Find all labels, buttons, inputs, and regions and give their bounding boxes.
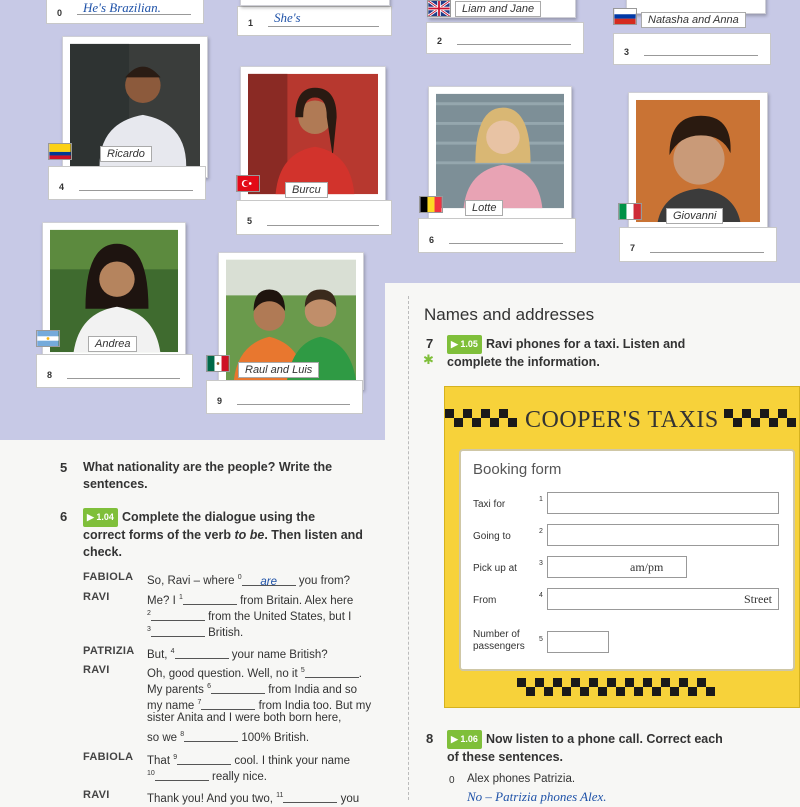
checker-square bbox=[616, 678, 625, 687]
checker-square bbox=[526, 687, 535, 696]
dialogue-line: so we $^8$ 100% British. bbox=[147, 731, 310, 744]
checker-square bbox=[454, 418, 463, 427]
checker-square bbox=[688, 678, 697, 687]
checker-square bbox=[508, 418, 517, 427]
checker-square bbox=[481, 418, 490, 427]
checker-square bbox=[562, 678, 571, 687]
checker-square bbox=[526, 678, 535, 687]
checker-square bbox=[697, 678, 706, 687]
checker-square bbox=[751, 409, 760, 418]
answer-slip-8[interactable] bbox=[36, 354, 193, 388]
checker-square bbox=[751, 418, 760, 427]
item-number: 5 bbox=[247, 216, 253, 226]
checker-square bbox=[463, 409, 472, 418]
photo bbox=[436, 93, 564, 209]
item-number: 3 bbox=[624, 47, 630, 57]
checker-square bbox=[733, 418, 742, 427]
field-label: From bbox=[473, 595, 497, 606]
exercise-7-instruction: ▶ 1.05 Ravi phones for a taxi. Listen and complete the information. bbox=[447, 337, 686, 369]
checker-square bbox=[463, 418, 472, 427]
dialogue-line: my name $^7$ from India too. But my bbox=[147, 699, 372, 712]
checker-square bbox=[535, 687, 544, 696]
checker-square bbox=[652, 687, 661, 696]
example-answer: No – Patrizia phones Alex. bbox=[467, 789, 607, 804]
field-label: Pick up at bbox=[473, 563, 517, 574]
field-number: 2 bbox=[539, 528, 543, 535]
checker-square bbox=[589, 678, 598, 687]
checker-square bbox=[607, 687, 616, 696]
checker-square bbox=[742, 409, 751, 418]
checker-square bbox=[598, 678, 607, 687]
field-label: Going to bbox=[473, 531, 511, 542]
checker-square bbox=[562, 687, 571, 696]
checker-square bbox=[499, 418, 508, 427]
taxi-company-title: COOPER'S TAXIS bbox=[525, 407, 719, 433]
column-divider bbox=[408, 296, 409, 800]
sentence-item: Alex phones Patrizia. bbox=[467, 773, 576, 785]
checker-square bbox=[679, 678, 688, 687]
checker-square bbox=[553, 687, 562, 696]
person-name-label: Ricardo bbox=[100, 146, 152, 162]
person-name-label: Andrea bbox=[88, 336, 137, 352]
photo bbox=[636, 99, 760, 223]
person-name-label: Raul and Luis bbox=[238, 362, 319, 378]
speaker-name: RAVI bbox=[83, 789, 110, 801]
dialogue-line: sister Anita and I were both born here, bbox=[147, 712, 342, 724]
checker-square bbox=[571, 687, 580, 696]
audio-track-badge[interactable]: ▶ 1.06 bbox=[447, 730, 482, 749]
checker-square bbox=[778, 418, 787, 427]
checker-square bbox=[670, 678, 679, 687]
answer-slip-4[interactable] bbox=[48, 166, 206, 200]
checker-square bbox=[688, 687, 697, 696]
dialogue-line: So, Ravi – where $^0$ are you from? bbox=[147, 574, 351, 588]
answer-slip-7[interactable] bbox=[619, 227, 777, 262]
answer-slip-2[interactable] bbox=[426, 22, 584, 54]
italy-flag-icon bbox=[618, 203, 642, 220]
item-number: 2 bbox=[437, 36, 443, 46]
person-name-label: Lotte bbox=[465, 200, 503, 216]
checker-square bbox=[580, 687, 589, 696]
photo bbox=[50, 229, 178, 353]
field-number: 4 bbox=[539, 592, 543, 599]
checker-square bbox=[499, 409, 508, 418]
checker-square bbox=[553, 678, 562, 687]
checker-square bbox=[634, 678, 643, 687]
checker-pattern bbox=[724, 409, 796, 427]
photo-card-1-top bbox=[240, 0, 390, 6]
checker-square bbox=[742, 418, 751, 427]
checker-square bbox=[490, 418, 499, 427]
checker-square bbox=[625, 687, 634, 696]
checker-square bbox=[481, 409, 490, 418]
exercise-6-instruction: ▶ 1.04 Complete the dialogue using the correct forms of the verb to be. Then listen and check. bbox=[83, 510, 363, 559]
person-name-label: Burcu bbox=[285, 182, 328, 198]
field-number: 1 bbox=[539, 496, 543, 503]
dialogue-line: But, $^4$ your name British? bbox=[147, 648, 328, 661]
checker-square bbox=[643, 687, 652, 696]
checker-square bbox=[697, 687, 706, 696]
checker-square bbox=[445, 409, 454, 418]
checker-square bbox=[535, 678, 544, 687]
checker-square bbox=[760, 418, 769, 427]
checker-pattern bbox=[445, 409, 517, 427]
item-number: 0 bbox=[57, 8, 63, 18]
audio-track-badge[interactable]: ▶ 1.05 bbox=[447, 335, 482, 354]
checker-square bbox=[580, 678, 589, 687]
checker-square bbox=[472, 409, 481, 418]
checker-square bbox=[769, 409, 778, 418]
item-number: 9 bbox=[217, 396, 223, 406]
answer-slip-6[interactable] bbox=[418, 218, 576, 253]
speaker-name: FABIOLA bbox=[83, 751, 134, 763]
checker-square bbox=[787, 418, 796, 427]
dialogue-line: Oh, good question. Well, no it $^5$ . bbox=[147, 667, 362, 680]
checker-square bbox=[508, 409, 517, 418]
answer-slip-1[interactable] bbox=[237, 6, 392, 36]
dialogue-line: $^2$ from the United States, but I bbox=[147, 610, 352, 623]
checker-square bbox=[544, 678, 553, 687]
exercise-number: 7 bbox=[426, 336, 434, 351]
checker-square bbox=[652, 678, 661, 687]
checker-square bbox=[670, 687, 679, 696]
checker-square bbox=[634, 687, 643, 696]
turkey-flag-icon bbox=[236, 175, 260, 192]
photo bbox=[248, 73, 378, 195]
dialogue-line: Thank you! And you two, $^{11}$ you bbox=[147, 792, 360, 805]
checker-square bbox=[445, 418, 454, 427]
going-to-field[interactable] bbox=[547, 524, 779, 546]
answer-slip-9[interactable] bbox=[206, 380, 363, 414]
speaker-name: RAVI bbox=[83, 664, 110, 676]
dialogue-line: $^3$ British. bbox=[147, 626, 244, 639]
dialogue-line: That $^9$ cool. I think your name bbox=[147, 754, 351, 767]
checker-square bbox=[706, 678, 715, 687]
item-number: 7 bbox=[630, 243, 636, 253]
field-label: Taxi for bbox=[473, 499, 506, 510]
speaker-name: PATRIZIA bbox=[83, 645, 135, 657]
dialogue-line: My parents $^6$ from India and so bbox=[147, 683, 358, 696]
item-number: 8 bbox=[47, 370, 53, 380]
passengers-field[interactable] bbox=[547, 631, 609, 653]
checker-square bbox=[616, 687, 625, 696]
checker-square bbox=[598, 687, 607, 696]
item-number: 6 bbox=[429, 235, 435, 245]
checker-square bbox=[643, 678, 652, 687]
checker-square bbox=[778, 409, 787, 418]
answer-text: He's Brazilian. bbox=[83, 0, 161, 15]
item-number: 1 bbox=[248, 18, 254, 28]
taxi-for-field[interactable] bbox=[547, 492, 779, 514]
checker-square bbox=[661, 678, 670, 687]
checker-square bbox=[787, 409, 796, 418]
item-number: 4 bbox=[59, 182, 65, 192]
audio-track-badge[interactable]: ▶ 1.04 bbox=[83, 508, 118, 527]
exercise-number: 6 bbox=[60, 509, 68, 524]
checker-square bbox=[733, 409, 742, 418]
dialogue-line: Me? I $^1$ from Britain. Alex here bbox=[147, 594, 354, 607]
taxi-booking-card bbox=[444, 386, 800, 708]
section-heading: Names and addresses bbox=[424, 305, 595, 324]
pick-up-field[interactable]: am/pm bbox=[547, 556, 687, 578]
person-name-label: Liam and Jane bbox=[455, 1, 541, 17]
checker-square bbox=[544, 687, 553, 696]
checker-pattern bbox=[517, 678, 715, 696]
field-label: Number of passengers bbox=[473, 629, 525, 652]
checker-square bbox=[454, 409, 463, 418]
item-number: 0 bbox=[449, 775, 455, 786]
exercise-5-instruction: What nationality are the people? Write the sentences. bbox=[83, 460, 333, 491]
star-icon: ✱ bbox=[423, 352, 434, 367]
checker-square bbox=[679, 687, 688, 696]
belgium-flag-icon bbox=[419, 196, 443, 213]
exercise-number: 5 bbox=[60, 460, 68, 475]
speaker-name: RAVI bbox=[83, 591, 110, 603]
answer-slip-0[interactable] bbox=[46, 0, 204, 24]
field-number: 3 bbox=[539, 560, 543, 567]
russia-flag-icon bbox=[613, 8, 637, 25]
booking-form bbox=[459, 449, 795, 671]
checker-square bbox=[490, 409, 499, 418]
uk-flag-icon bbox=[427, 0, 451, 17]
dialogue-line: $^{10}$ really nice. bbox=[147, 770, 267, 783]
person-name-label: Natasha and Anna bbox=[641, 12, 746, 28]
checker-square bbox=[517, 678, 526, 687]
checker-square bbox=[769, 418, 778, 427]
argentina-flag-icon bbox=[36, 330, 60, 347]
from-street-field[interactable]: Street bbox=[547, 588, 779, 610]
answer-text: She's bbox=[274, 10, 301, 25]
checker-square bbox=[625, 678, 634, 687]
answer-slip-3[interactable] bbox=[613, 33, 771, 65]
checker-square bbox=[724, 418, 733, 427]
checker-square bbox=[571, 678, 580, 687]
answer-slip-5[interactable] bbox=[236, 200, 392, 235]
checker-square bbox=[724, 409, 733, 418]
checker-square bbox=[607, 678, 616, 687]
field-number: 5 bbox=[539, 636, 543, 643]
checker-square bbox=[589, 687, 598, 696]
exercise-8-instruction: ▶ 1.06 Now listen to a phone call. Correct each of these sentences. bbox=[447, 732, 723, 764]
checker-square bbox=[661, 687, 670, 696]
speaker-name: FABIOLA bbox=[83, 571, 134, 583]
checker-square bbox=[472, 418, 481, 427]
checker-square bbox=[706, 687, 715, 696]
mexico-flag-icon bbox=[206, 355, 230, 372]
checker-square bbox=[517, 687, 526, 696]
checker-square bbox=[760, 409, 769, 418]
colombia-flag-icon bbox=[48, 143, 72, 160]
form-title: Booking form bbox=[473, 461, 562, 478]
exercise-number: 8 bbox=[426, 731, 434, 746]
person-name-label: Giovanni bbox=[666, 208, 723, 224]
